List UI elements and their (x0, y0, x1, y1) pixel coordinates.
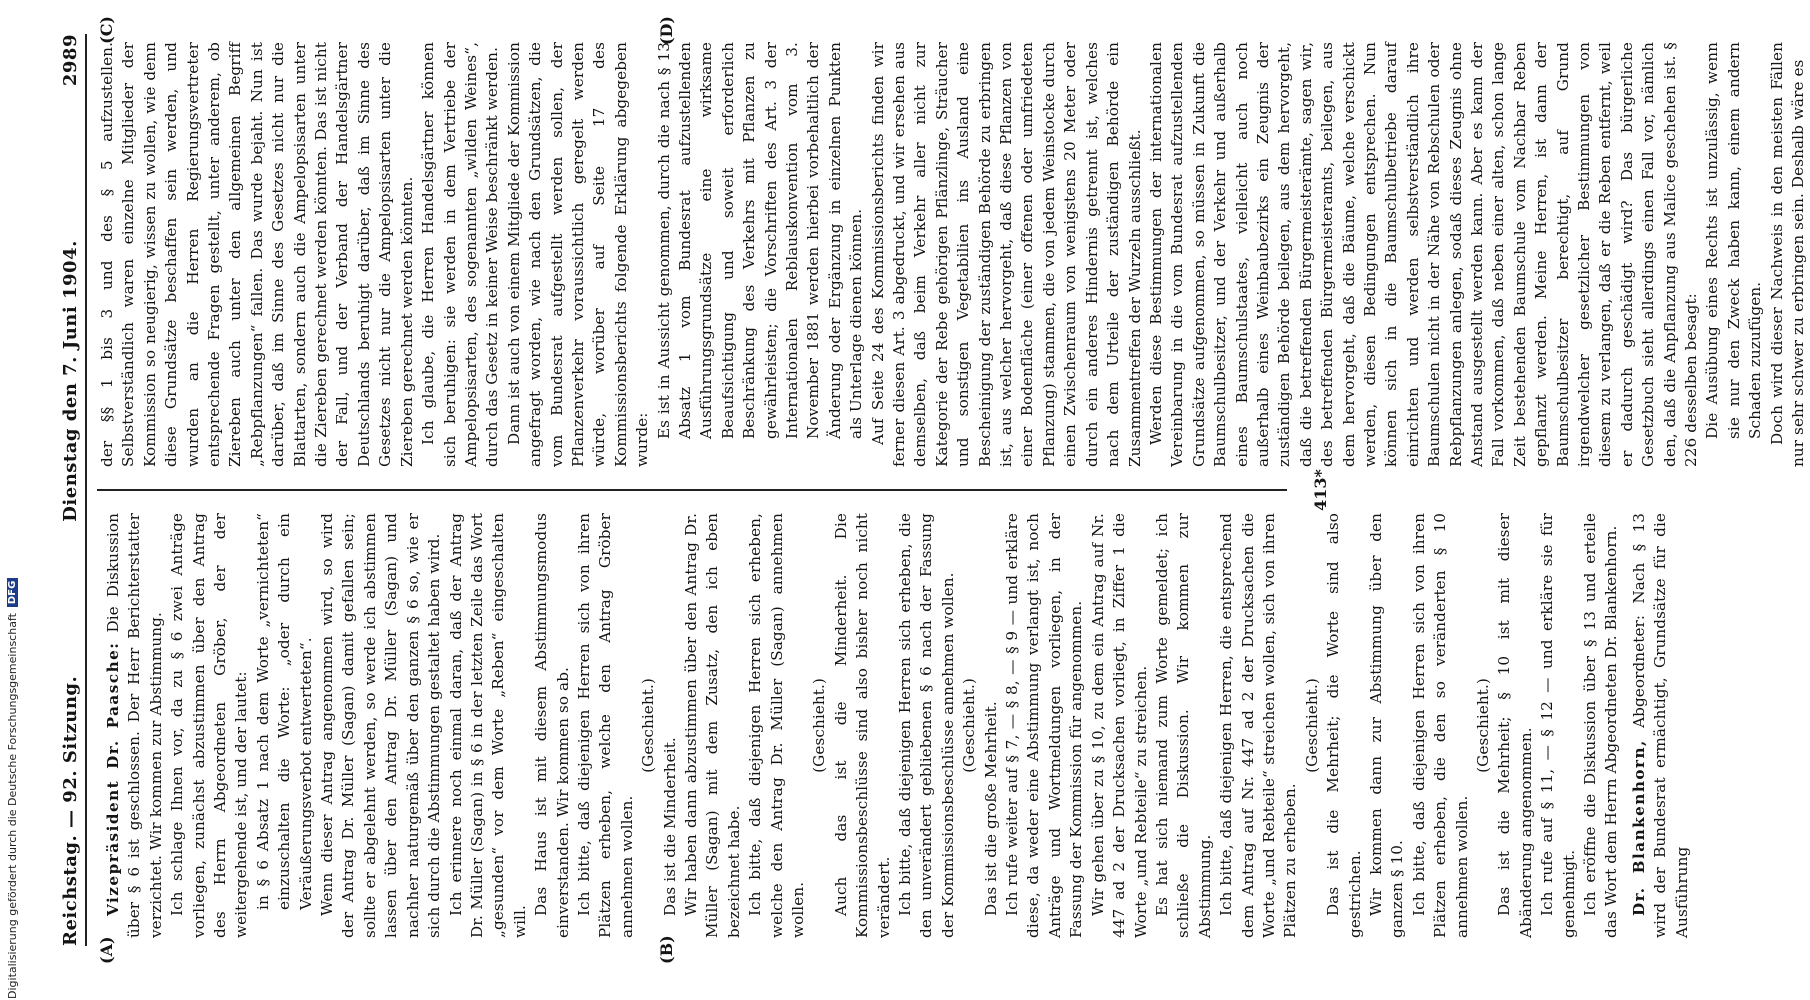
left-column (97, 491, 1691, 960)
header-left: Reichstag. — 92. Sitzung. (60, 675, 81, 946)
stage-direction: (Geschieht.) (639, 678, 658, 773)
paragraph: Ich bitte, daß diejenigen Herren sich von ihren Plätzen erheben, die den so veränderten § 10 annehmen wollen. (1409, 513, 1471, 938)
paragraph: Das ist die Minderheit. (660, 737, 679, 916)
paragraph: Das ist die große Mehrheit. (981, 701, 1000, 916)
stage-direction: (Geschieht.) (1474, 678, 1492, 773)
column-divider (97, 489, 1287, 491)
speech-text: Die Diskussion über § 6 ist geschlossen. Der Herr Berichterstatter verzichtet. Wir kommen zur Abstimmung. (104, 513, 165, 938)
quoted-text: Die Ausübung eines Rechts ist unzulässig, wenn sie nur den Zweck haben kann, einem andern Schaden zuzufügen. (1703, 42, 1765, 439)
paragraph: Doch wird dieser Nachweis in den meisten Fällen nur sehr schwer zu erbringen sein. Deshalb wäre es (1767, 42, 1808, 467)
paragraph: Ich bitte, daß diejenigen Herren sich von ihren Plätzen erheben, welche den Antrag Gröber annehmen wollen. (574, 513, 636, 938)
paragraph: Ich schlage Ihnen vor, da zu § 6 zwei Anträge vorliegen, zunächst abzustimmen über den Antrag des Herrn Abgeordneten Gröber, der der weitergehende ist, und der lautet: (168, 513, 251, 938)
dfg-logo: DFG (7, 578, 18, 607)
paragraph: Dann ist auch von einem Mitgliede der Kommission angefragt worden, wie nach den Grundsätzen, die vom Bundesrat aufgestellt werden sollen, der Pflanzenverkehr voraussichtlich geregelt werden würde, worüber auf Seite 17 des Kommissionsberichts folgende Erklärung abgegeben wurde: (504, 42, 652, 467)
paragraph: Das ist die Mehrheit; die Worte sind also gestrichen. (1324, 513, 1364, 938)
paragraph: Das Haus ist mit diesem Abstimmungsmodus einverstanden. Wir kommen so ab. (532, 513, 572, 938)
paragraph: Ich bitte, daß diejenigen Herren sich erheben, die den unverändert gebliebenen § 6 nach der Fassung der Kommissionsbeschlüsse annehmen wollen. (896, 513, 957, 938)
paragraph: Das ist die Mehrheit; § 10 ist mit dieser Abänderung angenommen. (1495, 513, 1535, 938)
stage-direction: (Geschieht.) (960, 678, 979, 773)
margin-marker-c: (C) (97, 16, 116, 44)
paragraph: der §§ 1 bis 3 und des § 5 aufzustellen. Selbstverständlich waren einzelne Mitglieder der Kommission so neugierig, wissen zu wollen, wie denn diese Grundsätze beschaffen sein werden, und wurden an die Herren Regierungsvertreter entsprechende Fragen gestellt, unter anderem, ob Ziereben auch unter den allgemeinen Begriff „Rebpflanzungen“ fallen. Das wurde bejaht. Nun ist darüber, daß im Sinne des Gesetzes nicht nur die Blattarten, sondern auch die Ampelopsisarten unter die Ziereben gerechnet werden könnten. Das ist nicht der Fall, und der Verband der Handelsgärtner Deutschlands beruhigt darüber, daß im Sinne des Gesetzes nicht nur die Ampelopsisarten unter die Ziereben gerechnet werden könnten. (98, 42, 416, 467)
paragraph: Ich bitte, daß diejenigen Herren, die entsprechend dem Antrag auf Nr. 447 ad 2 der Drucksachen die Worte „und Rebteile“ streichen wollen, sich von ihren Plätzen zu erheben. (1217, 513, 1300, 938)
margin-marker-a: (A) (97, 936, 116, 964)
page-header (60, 34, 87, 946)
paragraph: Werden diese Bestimmungen der internationalen Vereinbarung in die vom Bundesrat aufzustellenden Grundsätze aufgenommen, so müssen in Zukunft die Baumschulbesitzer, und der Verkehr und außerhalb eines Baumschulstaates, vielleicht auch noch außerhalb eines Weinbaubezirks ein Zeugnis der zuständigen Behörde beilegen, aus dem hervorgeht, daß die betreffenden Bürgermeisterämte, sagen wir, des betreffenden Bürgermeisteramts, beilegen, aus dem hervorgeht, daß die Bäume, welche verschickt werden, diesen Bedingungen entsprechen. Nun können sich in die Baumschulbetriebe darauf einrichten und werden selbstverständlich ihre Baumschulen nicht in der Nähe von Rebschulen oder Rebpflanzungen anlegen, sodaß dieses Zeugnis ohne Anstand ausgestellt werden kann. Aber es kann der Fall vorkommen, daß neben einer alten, schon lange Zeit bestehenden Baumschule vom Nachbar Reben gepflanzt werden. Meine Herren, ist dann der Baumschulbesitzer berechtigt, auf Grund irgendwelcher gesetzlicher Bestimmungen von diesem zu verlangen, daß er die Reben entfernt, weil er dadurch geschädigt wird? Das bürgerliche Gesetzbuch sieht allerdings einen Fall vor, nämlich den, daß die Anpflanzung aus Malice geschehen ist. § 226 desselben besagt: (1146, 42, 1701, 467)
paragraph: Wenn dieser Antrag angenommen wird, so wird der Antrag Dr. Müller (Sagan) damit gefallen sein; sollte er abgelehnt werden, so werde ich abstimmen lassen über den Antrag Dr. Müller (Sagan) und nachher naturgemäß über den ganzen § 6 so, wie er sich durch die Abstimmungen gestaltet haben wird. (318, 513, 444, 938)
margin-marker-b: (B) (657, 935, 676, 964)
stage-direction: (Geschieht.) (1302, 678, 1321, 773)
paragraph: Wir kommen dann zur Abstimmung über den ganzen § 10. (1366, 513, 1407, 938)
credit-text: Digitalisierung gefördert durch die Deutsche Forschungsgemeinschaft (5, 613, 19, 999)
document-page (46, 10, 1808, 970)
paragraph: Wir haben dann abzustimmen über den Antrag Dr. Müller (Sagan) mit dem Zusatz, den ich eben bezeichnet habe. (681, 513, 743, 938)
digitization-credit (1, 0, 23, 999)
paragraph: Es hat sich niemand zum Worte gemeldet; ich schließe die Diskussion. Wir kommen zur Abstimmung. (1152, 513, 1214, 938)
paragraph: Ich erinnere noch einmal daran, daß der Antrag Dr. Müller (Sagan) in § 6 in der letzten Zeile das Wort „gesunden“ vor dem Worte „Reben“ eingeschalten will. (446, 513, 529, 938)
paragraph: Auch das ist die Minderheit. Die Kommissionsbeschlüsse sind also bisher noch nicht verändert. (831, 513, 893, 938)
speech-text: Abgeordneter: Nach § 13 wird der Bundesrat ermächtigt, Grundsätze für die Ausführung (1629, 513, 1691, 938)
speaker-name: Vizepräsident Dr. Paasche: (104, 641, 122, 916)
speaker-paragraph (1629, 513, 1693, 938)
paragraph: Ich rufe auf § 11, — § 12 — und erkläre sie für genehmigt. (1538, 513, 1578, 938)
stage-direction: (Geschieht.) (810, 678, 829, 773)
paragraph: Ich rufe weiter auf § 7, — § 8, — § 9 — und erkläre diese, da weder eine Abstimmung verlangt ist, noch Anträge und Wortmeldungen vorliegen, in der Fassung der Kommission für angenommen. (1003, 513, 1086, 938)
page-number: 2989 (60, 34, 81, 87)
paragraph: Ich glaube, die Herren Handelsgärtner können sich beruhigen: sie werden in dem Vertriebe der Ampelopsisarten, des sogenannten „wilden Weines“, durch das Gesetz in keiner Weise beschränkt werden. (419, 42, 502, 467)
paragraph: Wir gehen über zu § 10, zu dem ein Antrag auf Nr. 447 ad 2 der Drucksachen vorliegt, in Ziffer 1 die Worte „und Rebteile“ zu streichen. (1088, 513, 1150, 938)
quoted-text: in § 6 Absatz 1 nach dem Worte „vernichteten“ einzuschalten die Worte: „oder durch ein Veräußerungsverbot entwerteten“. (253, 513, 315, 910)
header-date: Dienstag den 7. Juni 1904. (60, 240, 81, 522)
page-footer-signature: 413* (1311, 469, 1330, 511)
speaker-paragraph (103, 513, 167, 938)
speaker-name: Dr. Blankenhorn, (1629, 739, 1648, 916)
margin-marker-d: (D) (657, 16, 676, 46)
paragraph: Ich bitte, daß diejenigen Herren sich erheben, welche den Antrag Dr. Müller (Sagan) annehmen wollen. (746, 513, 807, 938)
right-column (97, 20, 1808, 489)
paragraph: Auf Seite 24 des Kommissionsberichts finden wir ferner diesen Art. 3 abgedruckt, und wir ersehen aus demselben, daß beim Verkehr aller nicht zur Kategorie der Rebe gehörigen Pflänzlinge, Sträucher und sonstigen Vegetabilien ins Ausland eine Bescheinigung der zuständigen Behörde zu erbringen ist, aus welcher hervorgeht, daß diese Pflanzen von einer Bodenfläche (einer offenen oder umfriedeten Pflanzung) stammen, die von jedem Weinstocke durch einen Zwischenraum von wenigstens 20 Meter oder durch ein anderes Hindernis getrennt ist, welches nach dem Urteile der zuständigen Behörde ein Zusammentreffen der Wurzeln ausschließt. (868, 42, 1144, 467)
quoted-text: Es ist in Aussicht genommen, durch die nach § 13 Absatz 1 vom Bundesrat aufzustellenden Ausführungsgrundsätze eine wirksame Beaufsichtigung und soweit erforderlich Beschränkung des Verkehrs mit Pflanzen zu gewährleisten; die Vorschriften des Art. 3 der Internationalen Reblauskonvention vom 3. November 1881 werden hierbei vorbehaltlich der Änderung oder Ergänzung in einzelnen Punkten als Unterlage dienen können. (654, 42, 866, 439)
paragraph: Ich eröffne die Diskussion über § 13 und erteile das Wort dem Herrn Abgeordneten Dr. Blankenhorn. (1581, 513, 1621, 938)
